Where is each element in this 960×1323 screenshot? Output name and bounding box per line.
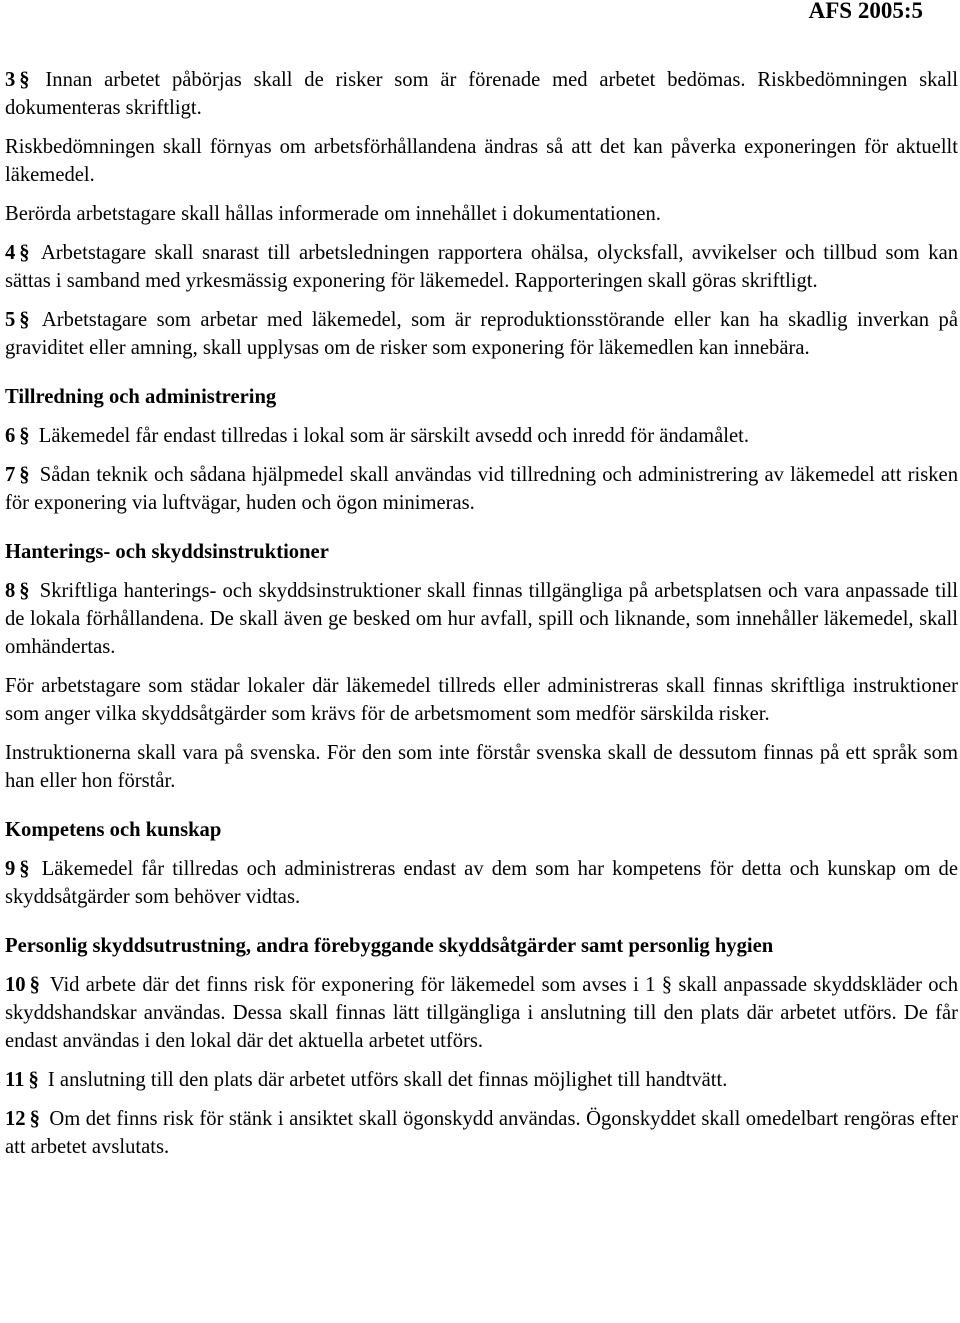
section-number: 3 bbox=[5, 69, 16, 91]
paragraph-section-10 bbox=[5, 971, 958, 1055]
paragraph-section-7 bbox=[5, 461, 958, 517]
paragraph-text: Läkemedel får tillredas och administreras endast av dem som har kompetens för detta och kunskap om de skyddsåtgärder som behöver vidtas. bbox=[5, 858, 958, 908]
section-heading: Kompetens och kunskap bbox=[5, 819, 222, 841]
document-body bbox=[5, 66, 958, 1172]
section-number: 7 bbox=[5, 464, 16, 486]
section-heading: Tillredning och administrering bbox=[5, 386, 277, 408]
section-number: 5 bbox=[5, 309, 16, 331]
paragraph-section-4 bbox=[5, 239, 958, 295]
section-number: 4 bbox=[5, 242, 16, 264]
paragraph-text: Om det finns risk för stänk i ansiktet skall ögonskydd användas. Ögonskyddet skall omedelbart rengöras efter att arbetet avslutats. bbox=[5, 1108, 958, 1158]
section-symbol: § bbox=[29, 974, 40, 996]
paragraph-text: Vid arbete där det finns risk för exponering för läkemedel som avses i 1 § skall anpassade skyddskläder och skyddshandskar användas. Dessa skall finnas lätt tillgängliga i anslutning till den plats där arbetet utförs. De får endast användas i den lokal där det aktuella arbetet utförs. bbox=[5, 974, 958, 1052]
paragraph bbox=[5, 739, 958, 795]
paragraph-text: Arbetstagare som arbetar med läkemedel, som är reproduktionsstörande eller kan ha skadlig inverkan på graviditet eller amning, skall upplysas om de risker som exponering för läkemedlen kan innebära. bbox=[5, 309, 958, 359]
section-symbol: § bbox=[29, 1108, 40, 1130]
section-heading: Hanterings- och skyddsinstruktioner bbox=[5, 541, 329, 563]
paragraph-text: Läkemedel får endast tillredas i lokal som är särskilt avsedd och inredd för ändamålet. bbox=[38, 425, 749, 447]
paragraph-text: Riskbedömningen skall förnyas om arbetsförhållandena ändras så att det kan påverka exponeringen för aktuellt läkemedel. bbox=[5, 136, 958, 186]
document-id-header: AFS 2005:5 bbox=[808, 0, 923, 23]
paragraph-text: För arbetstagare som städar lokaler där läkemedel tillreds eller administreras skall finnas skriftliga instruktioner som anger vilka skyddsåtgärder som krävs för de arbetsmoment som medför särskilda risker. bbox=[5, 675, 958, 725]
paragraph-section-5 bbox=[5, 306, 958, 362]
paragraph bbox=[5, 200, 958, 228]
paragraph bbox=[5, 672, 958, 728]
section-symbol: § bbox=[19, 425, 30, 447]
section-symbol: § bbox=[19, 858, 30, 880]
section-number: 8 bbox=[5, 580, 16, 602]
paragraph-section-11 bbox=[5, 1066, 958, 1094]
section-symbol: § bbox=[19, 309, 30, 331]
section-symbol: § bbox=[19, 464, 30, 486]
section-symbol: § bbox=[19, 69, 30, 91]
paragraph-section-9 bbox=[5, 855, 958, 911]
paragraph-text: Arbetstagare skall snarast till arbetsledningen rapportera ohälsa, olycksfall, avvikelser och tillbud som kan sättas i samband med yrkesmässig exponering för läkemedel. Rapporteringen skall göras skriftligt. bbox=[5, 242, 959, 292]
section-symbol: § bbox=[19, 242, 30, 264]
paragraph-text: Innan arbetet påbörjas skall de risker som är förenade med arbetet bedömas. Riskbedömningen skall dokumenteras skriftligt. bbox=[5, 69, 958, 119]
paragraph bbox=[5, 133, 958, 189]
paragraph-text: Berörda arbetstagare skall hållas informerade om innehållet i dokumentationen. bbox=[5, 203, 661, 225]
section-symbol: § bbox=[28, 1069, 39, 1091]
section-symbol: § bbox=[19, 580, 30, 602]
section-number: 10 bbox=[5, 974, 26, 996]
paragraph-section-8 bbox=[5, 577, 958, 661]
section-number: 9 bbox=[5, 858, 16, 880]
section-number: 12 bbox=[5, 1108, 26, 1130]
paragraph-section-6 bbox=[5, 422, 958, 450]
paragraph-text: Instruktionerna skall vara på svenska. För den som inte förstår svenska skall de dessutom finnas på ett språk som han eller hon förstår. bbox=[5, 742, 958, 792]
section-number: 6 bbox=[5, 425, 16, 447]
paragraph-section-12 bbox=[5, 1105, 958, 1161]
paragraph-text: I anslutning till den plats där arbetet utförs skall det finnas möjlighet till handtvätt. bbox=[47, 1069, 728, 1091]
paragraph-text: Skriftliga hanterings- och skyddsinstruktioner skall finnas tillgängliga på arbetsplatsen och vara anpassade till de lokala förhållandena. De skall även ge besked om hur avfall, spill och liknande, som innehåller läkemedel, skall omhändertas. bbox=[5, 580, 959, 658]
section-number: 11 bbox=[5, 1069, 25, 1091]
paragraph-section-3 bbox=[5, 66, 958, 122]
paragraph-text: Sådan teknik och sådana hjälpmedel skall användas vid tillredning och administrering av läkemedel att risken för exponering via luftvägar, huden och ögon minimeras. bbox=[5, 464, 958, 514]
section-heading: Personlig skyddsutrustning, andra förebyggande skyddsåtgärder samt personlig hygien bbox=[5, 935, 774, 957]
